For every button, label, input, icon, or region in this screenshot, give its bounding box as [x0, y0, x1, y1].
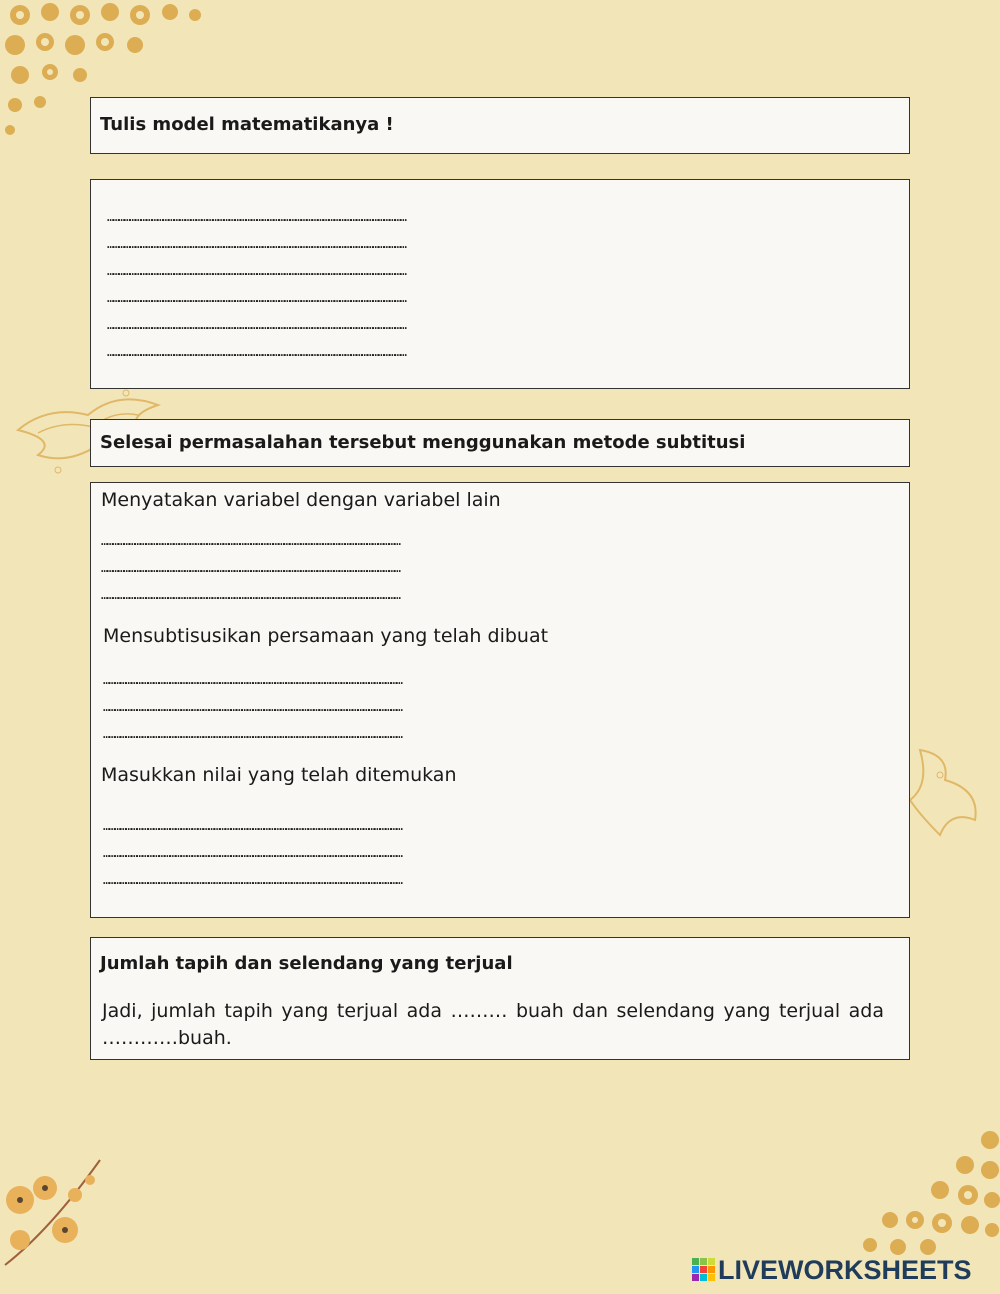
model-answer-box	[90, 179, 910, 389]
flower-branch-ornament	[0, 1150, 110, 1270]
step-label: Menyatakan variabel dengan variabel lain	[101, 489, 501, 511]
step-answer-line[interactable]: ………………………………………………………………………………………………………………………………………………	[103, 673, 402, 687]
model-heading: Tulis model matematikanya !	[100, 114, 394, 135]
logo-text: LIVEWORKSHEETS	[718, 1254, 972, 1285]
step-label: Masukkan nilai yang telah ditemukan	[101, 764, 457, 786]
step-answer-line[interactable]: ………………………………………………………………………………………………………………………………………………	[103, 700, 402, 714]
step-answer-line[interactable]: ………………………………………………………………………………………………………………………………………………	[103, 819, 402, 833]
method-heading-box	[90, 419, 910, 467]
logo-grid-icon	[692, 1258, 716, 1282]
result-heading: Jumlah tapih dan selendang yang terjual	[100, 953, 513, 974]
method-heading: Selesai permasalahan tersebut menggunakan metode subtitusi	[100, 432, 746, 453]
result-box	[90, 937, 910, 1060]
answer-line[interactable]: ………………………………………………………………………………………………………………………………………………	[107, 291, 406, 305]
liveworksheets-logo	[692, 1255, 972, 1285]
step-label: Mensubtisusikan persamaan yang telah dibuat	[103, 625, 549, 647]
answer-line[interactable]: ………………………………………………………………………………………………………………………………………………	[107, 210, 406, 224]
step-answer-line[interactable]: ………………………………………………………………………………………………………………………………………………	[103, 727, 402, 741]
step-answer-line[interactable]: ………………………………………………………………………………………………………………………………………………	[103, 873, 402, 887]
model-heading-box	[90, 97, 910, 154]
answer-line[interactable]: ………………………………………………………………………………………………………………………………………………	[107, 345, 406, 359]
answer-line[interactable]: ………………………………………………………………………………………………………………………………………………	[107, 318, 406, 332]
answer-line[interactable]: ………………………………………………………………………………………………………………………………………………	[107, 237, 406, 251]
answer-line[interactable]: ………………………………………………………………………………………………………………………………………………	[107, 264, 406, 278]
cloud-ornament-right	[900, 740, 990, 850]
step-answer-line[interactable]: ………………………………………………………………………………………………………………………………………………	[101, 588, 400, 602]
batik-ornament-bottom-right	[850, 1125, 1000, 1255]
result-conclusion: Jadi, jumlah tapih yang terjual ada ……… buah dan selendang yang terjual ada …………buah.	[102, 1000, 884, 1049]
step-answer-line[interactable]: ………………………………………………………………………………………………………………………………………………	[101, 561, 400, 575]
substitution-steps-box	[90, 482, 910, 918]
step-answer-line[interactable]: ………………………………………………………………………………………………………………………………………………	[103, 846, 402, 860]
step-answer-line[interactable]: ………………………………………………………………………………………………………………………………………………	[101, 534, 400, 548]
